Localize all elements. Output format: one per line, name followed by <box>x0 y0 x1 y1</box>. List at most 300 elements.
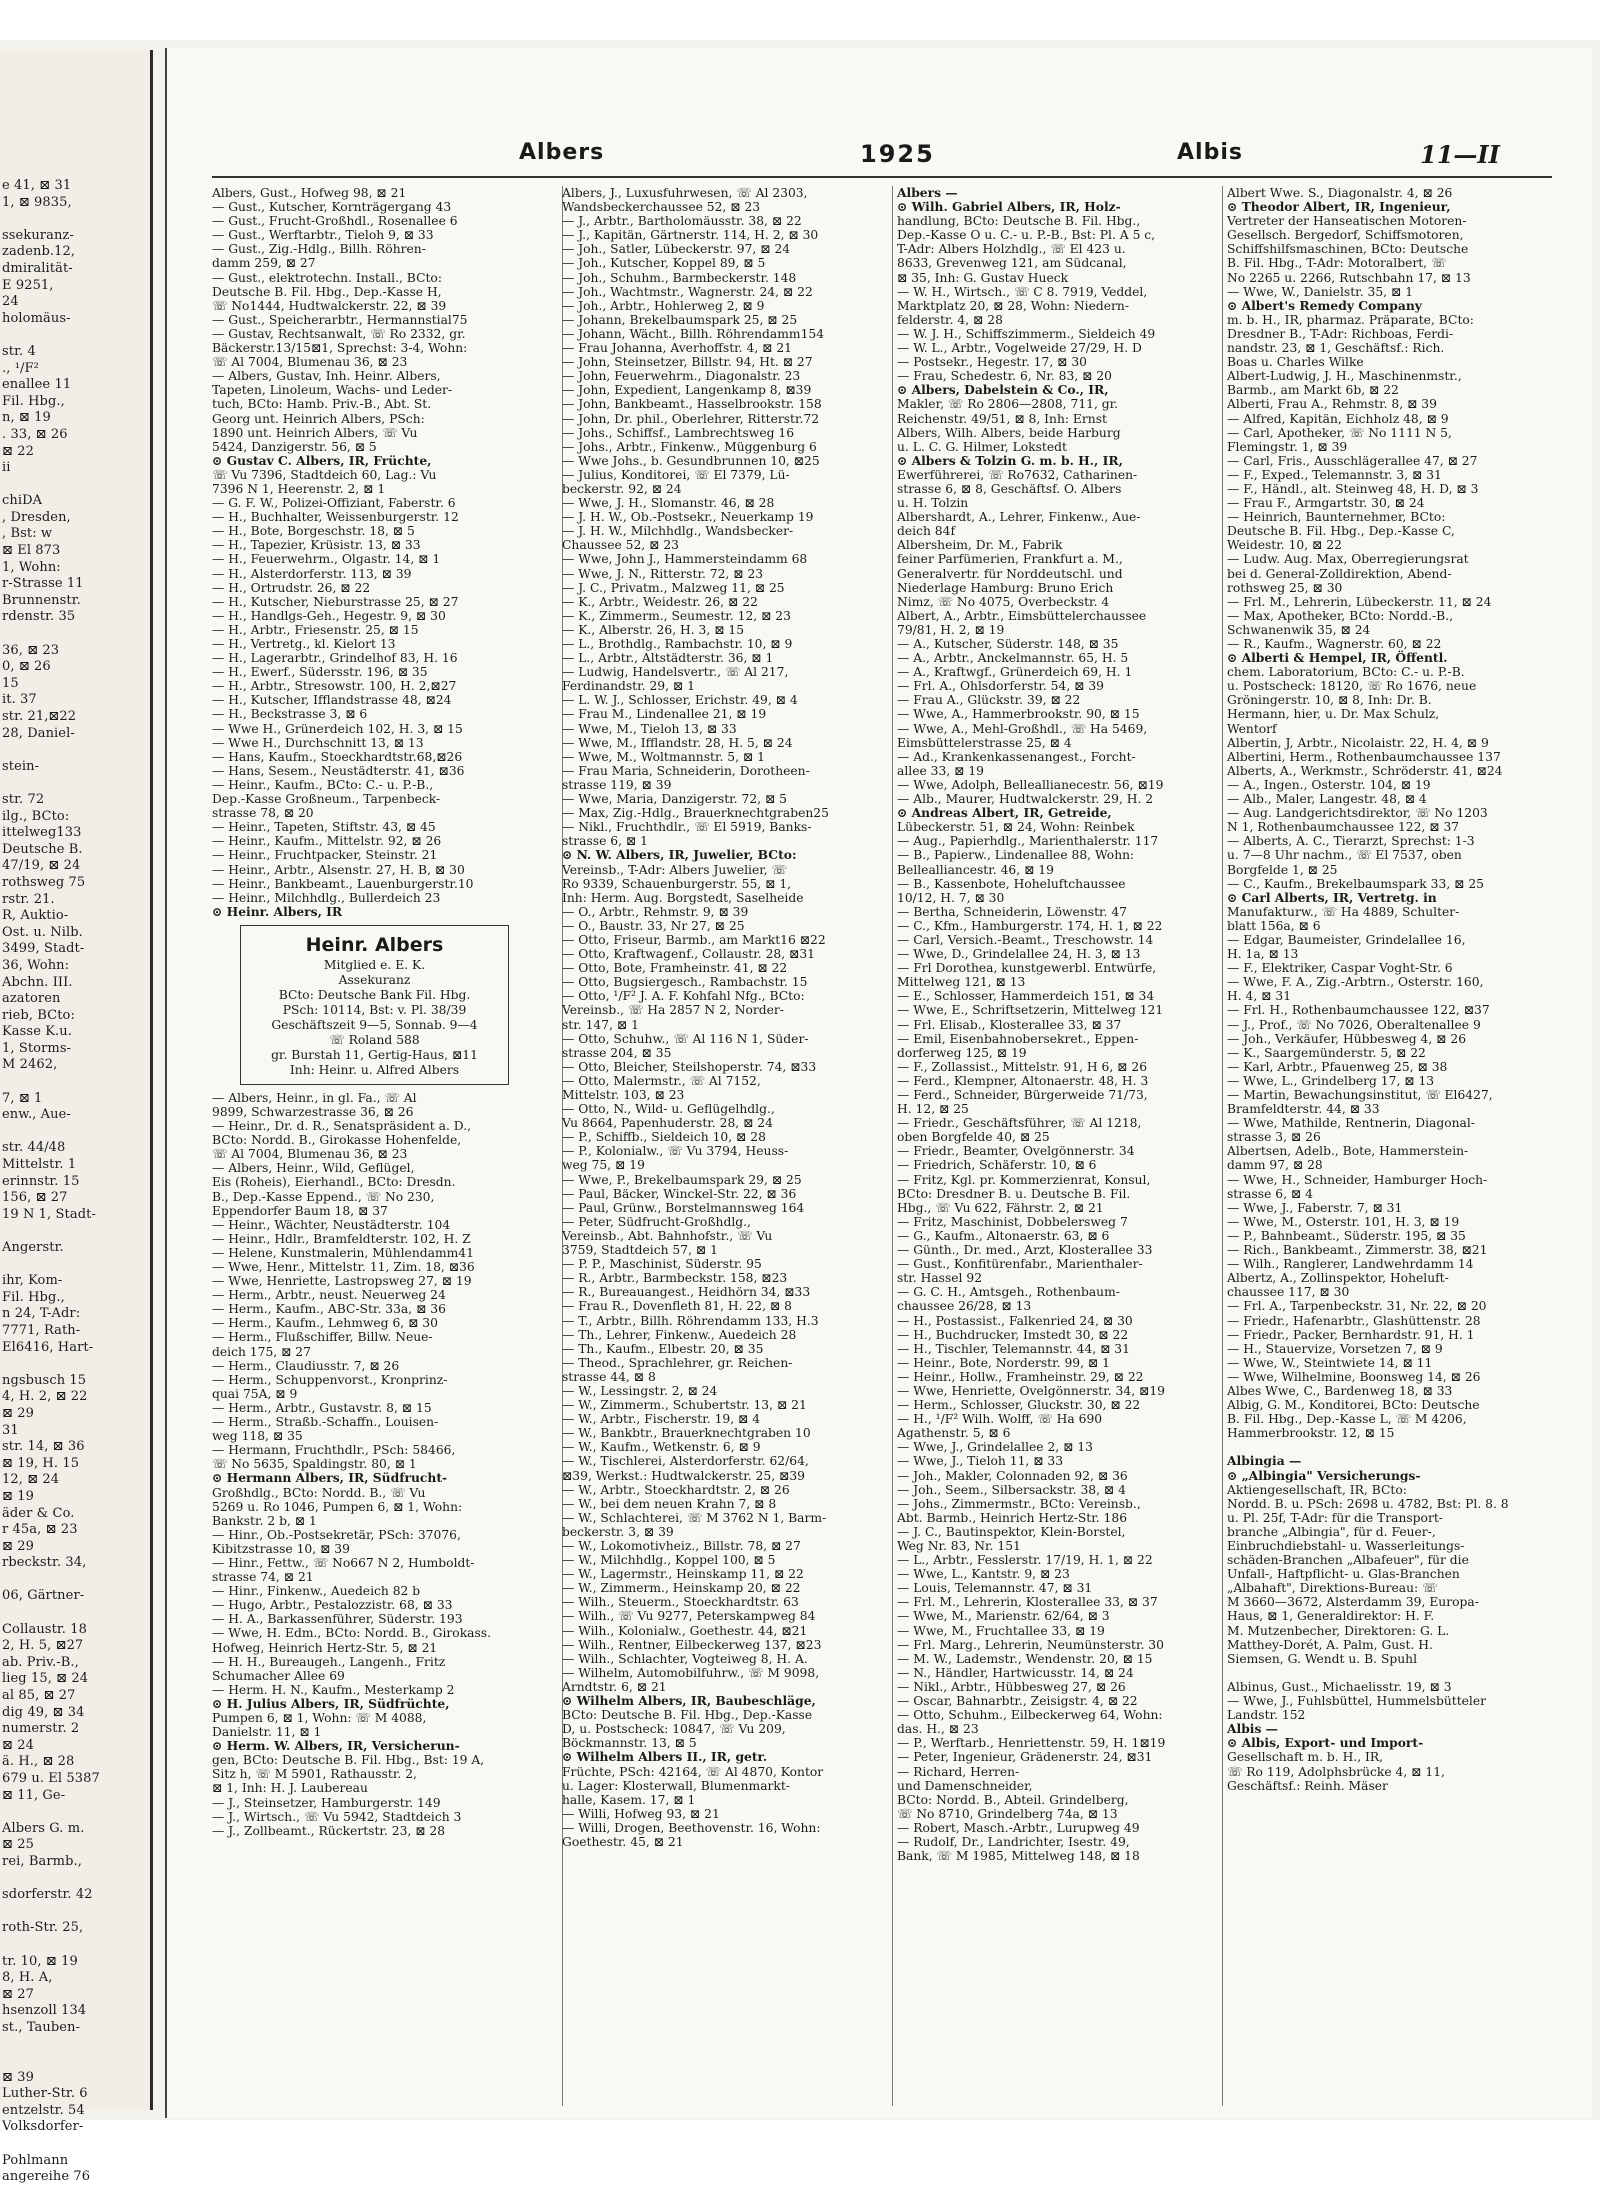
directory-entry-line: Bramfeldterstr. 44, ⊠ 33 <box>1227 1102 1380 1117</box>
directory-entry-line: — John, Steinsetzer, Billstr. 94, Ht. ⊠ 27 <box>562 355 813 370</box>
previous-page-line: El6416, Hart- <box>2 1339 94 1355</box>
directory-entry-line: u. Lager: Klosterwall, Blumenmarkt- <box>562 1778 790 1793</box>
directory-entry-line: BCto: Dresdner B. u. Deutsche B. Fil. <box>897 1186 1131 1201</box>
directory-entry-line: Albers — <box>897 185 958 200</box>
directory-entry-line: u. Postscheck: 18120, ☏ Ro 1676, neue <box>1227 679 1477 694</box>
directory-entry-line: — P., Werftarb., Henriettenstr. 59, H. 1⊠19 <box>897 1736 1166 1751</box>
directory-entry-line: — Albers, Gustav, Inh. Heinr. Albers, <box>212 369 441 384</box>
directory-entry-line: — Ludw. Aug. Max, Oberregierungsrat <box>1227 552 1469 567</box>
directory-entry-line: — Wwe, J., Tieloh 11, ⊠ 33 <box>897 1454 1064 1469</box>
directory-entry-line: — Herm., Arbtr., neust. Neuerweg 24 <box>212 1288 446 1303</box>
directory-entry-line: — M. W., Lademstr., Wendenstr. 20, ⊠ 15 <box>897 1651 1153 1666</box>
column-divider <box>892 186 893 2106</box>
directory-entry-line: — Wwe, E., Schriftsetzerin, Mittelweg 121 <box>897 1003 1164 1018</box>
directory-entry-line: — W. J. H., Schiffszimmerm., Sieldeich 49 <box>897 326 1156 341</box>
directory-entry-line: — J. C., Privatm., Malzweg 11, ⊠ 25 <box>562 580 785 595</box>
directory-entry-line: oben Borgfelde 40, ⊠ 25 <box>897 1130 1050 1145</box>
directory-entry-line: H. 1a, ⊠ 13 <box>1227 947 1299 962</box>
directory-entry-line: damm 97, ⊠ 28 <box>1227 1158 1323 1173</box>
ad-line: PSch: 10114, Bst: v. Pl. 38/39 <box>282 1002 467 1017</box>
previous-page-line <box>2 211 150 228</box>
directory-entry-line: — Peter, Südfrucht-Großhdlg., <box>562 1214 751 1229</box>
directory-entry-line: — R., Arbtr., Barmbeckstr. 158, ⊠23 <box>562 1271 788 1286</box>
ad-line: Inh: Heinr. u. Alfred Albers <box>289 1062 460 1077</box>
directory-entry-line: Lübeckerstr. 51, ⊠ 24, Wohn: Reinbek <box>897 820 1135 835</box>
previous-page-line: 36, Wohn: <box>2 957 70 973</box>
directory-entry-line: ⊙ N. W. Albers, IR, Juwelier, BCto: <box>562 847 797 863</box>
directory-entry-line: No 2265 u. 2266, Rutschbahn 17, ⊠ 13 <box>1227 270 1471 285</box>
previous-page-line: 06, Gärtner- <box>2 1588 85 1604</box>
directory-entry-line: — Hugo, Arbtr., Pestalozzistr. 68, ⊠ 33 <box>212 1598 453 1613</box>
directory-entry-line: — Otto, ¹/F² J. A. F. Kohfahl Nfg., BCto: <box>562 989 805 1004</box>
directory-entry-line: ☏ No 5635, Spaldingstr. 80, ⊠ 1 <box>212 1457 417 1472</box>
directory-entry-line: Gröningerstr. 10, ⊠ 8, Inh: Dr. B. <box>1227 693 1432 708</box>
previous-page-line: 3499, Stadt- <box>2 941 85 957</box>
ad-lines <box>249 958 500 1078</box>
directory-entry-line: — W., Zimmerm., Schubertstr. 13, ⊠ 21 <box>562 1398 807 1413</box>
directory-entry-line: ⊙ Heinr. Albers, IR <box>212 903 343 919</box>
previous-page-line: rstr. 21. <box>2 891 55 907</box>
directory-entry-line: — Johs., Zimmermstr., BCto: Vereinsb., <box>897 1496 1141 1511</box>
directory-entry-line: tuch, BCto: Hamb. Priv.-B., Abt. St. <box>212 397 432 412</box>
directory-entry-line: — Hinr., Fettw., ☏ No667 N 2, Humboldt- <box>212 1555 475 1570</box>
previous-page-line: angereihe 76 <box>2 2169 91 2185</box>
previous-page-line: roth-Str. 25, <box>2 1920 84 1936</box>
directory-entry-line: — F., Händl., alt. Steinweg 48, H. D, ⊠ 3 <box>1227 481 1479 496</box>
previous-page-line: enw., Aue- <box>2 1107 71 1123</box>
previous-page-line: ., ¹/F² <box>2 360 39 376</box>
previous-page-line <box>2 1074 150 1091</box>
directory-entry-line: — Gust., Kutscher, Kornträgergang 43 <box>212 200 452 215</box>
previous-page-line: 4, H. 2, ⊠ 22 <box>2 1389 88 1405</box>
directory-entry-line: ⊠ 35, Inh: G. Gustav Hueck <box>897 270 1069 285</box>
directory-entry-line: 5269 u. Ro 1046, Pumpen 6, ⊠ 1, Wohn: <box>212 1499 463 1514</box>
directory-entry-line: — Herm., Claudiusstr. 7, ⊠ 26 <box>212 1358 400 1373</box>
directory-entry-line: — H., Beckstrasse 3, ⊠ 6 <box>212 707 368 722</box>
directory-entry-line: 7396 N 1, Heerenstr. 2, ⊠ 1 <box>212 481 386 496</box>
directory-entry-line: Borgfelde 1, ⊠ 25 <box>1227 862 1338 877</box>
directory-entry-line: Gesellsch. Bergedorf, Schiffsmotoren, <box>1227 228 1464 243</box>
previous-page-line: ilg., BCto: <box>2 808 70 824</box>
previous-page-line <box>2 2136 150 2153</box>
directory-entry-line: — Herm., Kaufm., ABC-Str. 33a, ⊠ 36 <box>212 1302 446 1317</box>
directory-entry-line: — H., Handlgs-Geh., Hegestr. 9, ⊠ 30 <box>212 608 446 623</box>
previous-page-line: Kasse K.u. <box>2 1024 72 1040</box>
advertisement-box <box>240 925 509 1085</box>
directory-entry-line: BCto: Nordd. B., Girokasse Hohenfelde, <box>212 1133 462 1148</box>
header-page-number: 11—II <box>1420 140 1500 169</box>
directory-entry-line: — Bertha, Schneiderin, Löwenstr. 47 <box>897 904 1128 919</box>
previous-page-line: dig 49, ⊠ 34 <box>2 1704 85 1720</box>
directory-entry-line: — W., Lagermstr., Heinskamp 11, ⊠ 22 <box>562 1567 804 1582</box>
previous-page-line: tr. 10, ⊠ 19 <box>2 1953 78 1969</box>
directory-entry-line: — Julius, Konditorei, ☏ El 7379, Lü- <box>562 467 790 482</box>
previous-page-line: str. 14, ⊠ 36 <box>2 1439 85 1455</box>
previous-page-line <box>2 1356 150 1373</box>
directory-entry-line: — Aug. Landgerichtsdirektor, ☏ No 1203 <box>1227 806 1488 821</box>
directory-entry-line: — G. F. W., Polizei-Offiziant, Faberstr. 6 <box>212 496 456 511</box>
directory-entry-line: — J., Arbtr., Bartholomäusstr. 38, ⊠ 22 <box>562 214 802 229</box>
directory-entry-line: u. H. Tolzin <box>897 496 969 511</box>
directory-entry-line: Ro 9339, Schauenburgerstr. 55, ⊠ 1, <box>562 876 792 891</box>
directory-entry-line: — Wwe, John J., Hammersteindamm 68 <box>562 552 808 567</box>
directory-entry-line: — Joh., Wachtmstr., Wagnerstr. 24, ⊠ 22 <box>562 284 813 299</box>
previous-page-line: Fil. Hbg., <box>2 393 65 409</box>
directory-entry-line: str. 147, ⊠ 1 <box>562 1017 639 1032</box>
previous-page-line: Mittelstr. 1 <box>2 1157 77 1173</box>
directory-entry-line: Ferdinandstr. 29, ⊠ 1 <box>562 679 695 694</box>
directory-entry-line: — Wwe, J., Grindelallee 2, ⊠ 13 <box>897 1440 1093 1455</box>
directory-entry-line: 79/81, H. 2, ⊠ 19 <box>897 622 1005 637</box>
previous-page-line: n, ⊠ 19 <box>2 410 51 426</box>
previous-page-line: it. 37 <box>2 692 37 708</box>
directory-entry-line: — Frau Maria, Schneiderin, Dorotheen- <box>562 763 810 778</box>
directory-entry-line: ⊠ 1, Inh: H. J. Laubereau <box>212 1781 368 1796</box>
directory-entry-line: ⊙ Albert's Remedy Company <box>1227 297 1422 313</box>
directory-entry-line: Abt. Barmb., Heinrich Hertz-Str. 186 <box>897 1510 1128 1525</box>
directory-entry-line: — John, Bankbeamt., Hasselbrookstr. 158 <box>562 397 822 412</box>
directory-entry-line: — Karl, Arbtr., Pfauenweg 25, ⊠ 38 <box>1227 1059 1448 1074</box>
directory-entry-line: Albertin, J, Arbtr., Nicolaistr. 22, H. 4, ⊠ 9 <box>1227 735 1489 750</box>
directory-entry-line: — Wwe, Henriette, Lastropsweg 27, ⊠ 19 <box>212 1274 472 1289</box>
directory-entry-line: Deutsche B. Fil. Hbg., Dep.-Kasse C, <box>1227 524 1455 539</box>
directory-entry-line: — Paul, Grünw., Borstelmannsweg 164 <box>562 1200 805 1215</box>
directory-entry-line: — G. C. H., Amtsgeh., Rothenbaum- <box>897 1285 1120 1300</box>
directory-entry-line: — Wwe Johs., b. Gesundbrunnen 10, ⊠25 <box>562 453 820 468</box>
previous-page-line: ⊠ 29 <box>2 1538 34 1554</box>
previous-page-line: r 45a, ⊠ 23 <box>2 1522 78 1538</box>
directory-entry-line: blatt 156a, ⊠ 6 <box>1227 918 1321 933</box>
previous-page-line: ngsbusch 15 <box>2 1372 87 1388</box>
directory-entry-line: — Wwe, J., Faberstr. 7, ⊠ 31 <box>1227 1200 1403 1215</box>
directory-entry-line: — L., Arbtr., Altstädterstr. 36, ⊠ 1 <box>562 651 774 666</box>
directory-entry-line: — W., Lokomotivheiz., Billstr. 78, ⊠ 27 <box>562 1539 801 1553</box>
directory-entry-line: — Aug., Papierhdlg., Marienthalerstr. 117 <box>897 834 1159 849</box>
directory-entry-line: Sitz h, ☏ M 5901, Rathausstr. 2, <box>212 1767 417 1782</box>
directory-entry-line: H. 4, ⊠ 31 <box>1227 989 1292 1004</box>
directory-entry-line: felderstr. 4, ⊠ 28 <box>897 312 1003 327</box>
directory-entry-line: — Wwe, W., Steintwiete 14, ⊠ 11 <box>1227 1355 1433 1370</box>
directory-entry-line: Inh: Herm. Aug. Borgstedt, Saselheide <box>562 890 804 905</box>
directory-entry-line: — Martin, Bewachungsinstitut, ☏ El6427, <box>1227 1088 1493 1102</box>
directory-entry-line: — Friedr., Geschäftsführer, ☏ Al 1218, <box>897 1116 1142 1131</box>
directory-entry-line: — K., Alberstr. 26, H. 3, ⊠ 15 <box>562 622 745 637</box>
previous-page-line: 28, Daniel- <box>2 725 75 741</box>
directory-entry-line: — Wwe, P., Brekelbaumspark 29, ⊠ 25 <box>562 1172 802 1187</box>
previous-page-line <box>2 1904 150 1921</box>
directory-entry-line: Eppendorfer Baum 18, ⊠ 37 <box>212 1203 388 1218</box>
directory-entry-line: B. Fil. Hbg., T-Adr: Motoralbert, ☏ <box>1227 256 1447 271</box>
previous-page-line: erinnstr. 15 <box>2 1173 80 1189</box>
directory-entry-line: strasse 74, ⊠ 21 <box>212 1570 314 1585</box>
directory-entry-line: — Joh., Arbtr., Hohlerweg 2, ⊠ 9 <box>562 298 765 313</box>
directory-entry-line: — W., Tischlerei, Alsterdorferstr. 62/64, <box>562 1454 809 1469</box>
directory-entry-line: — J. H. W., Ob.-Postsekr., Neuerkamp 19 <box>562 510 814 525</box>
previous-page-line: ⊠ 25 <box>2 1837 34 1853</box>
directory-entry-line: Vertreter der Hanseatischen Motoren- <box>1227 214 1467 229</box>
directory-entry-line: strasse 6, ⊠ 8, Geschäftsf. O. Albers <box>897 481 1122 496</box>
directory-entry-line: — Hermann, Fruchthdlr., PSch: 58466, <box>212 1443 456 1458</box>
directory-entry-line: — Max, Apotheker, BCto: Nordd.-B., <box>1227 608 1454 623</box>
previous-page-line: ssekuranz- <box>2 227 74 243</box>
directory-entry-line: — Joh., Verkäufer, Hübbesweg 4, ⊠ 26 <box>1227 1031 1467 1046</box>
directory-entry-line: 8633, Grevenweg 121, am Südcanal, <box>897 256 1127 271</box>
ad-title: Heinr. Albers <box>305 933 444 956</box>
directory-entry-line: Alberti, Frau A., Rehmstr. 8, ⊠ 39 <box>1227 397 1437 412</box>
directory-entry-line: ⊙ Andreas Albert, IR, Getreide, <box>897 805 1112 821</box>
directory-entry-line: — Wwe, Maria, Danzigerstr. 72, ⊠ 5 <box>562 792 787 807</box>
directory-entry-line: — W., Schlachterei, ☏ M 3762 N 1, Barm- <box>562 1510 827 1525</box>
previous-page-line: M 2462, <box>2 1057 58 1073</box>
directory-entry-line: — Frl. M., Lehrerin, Klosterallee 33, ⊠ 37 <box>897 1595 1158 1610</box>
directory-entry-line: u. 7—8 Uhr nachm., ☏ El 7537, oben <box>1227 848 1462 863</box>
directory-entry-line: — Otto, Bleicher, Steilshoperstr. 74, ⊠33 <box>562 1059 817 1074</box>
previous-page-line: Luther-Str. 6 <box>2 2086 88 2102</box>
directory-entry-line: — R., Kaufm., Wagnerstr. 60, ⊠ 22 <box>1227 637 1442 651</box>
directory-entry-line: — Nikl., Arbtr., Hübbesweg 27, ⊠ 26 <box>897 1679 1126 1694</box>
directory-entry-line: Albes Wwe, C., Bardenweg 18, ⊠ 33 <box>1227 1383 1453 1398</box>
directory-entry-line: beckerstr. 92, ⊠ 24 <box>562 481 682 496</box>
directory-entry-line: Weg Nr. 83, Nr. 151 <box>897 1539 1021 1553</box>
directory-entry-line: — Wwe, Wilhelmine, Boonsweg 14, ⊠ 26 <box>1227 1369 1481 1384</box>
directory-entry-line: — Wilh., Rentner, Eilbeckerweg 137, ⊠23 <box>562 1637 822 1652</box>
directory-entry-line: — Wwe, H. Edm., BCto: Nordd. B., Girokass. <box>212 1626 492 1641</box>
directory-entry-line: — Hans, Kaufm., Stoeckhardtstr.68,⊠26 <box>212 749 463 764</box>
header-first-name: Albers <box>519 140 605 165</box>
directory-entry-line: Matthey-Dorét, A. Palm, Gust. H. <box>1227 1637 1433 1652</box>
directory-entry-line: Ewerführerei, ☏ Ro7632, Catharinen- <box>897 467 1138 482</box>
previous-page-line <box>2 626 150 643</box>
directory-entry-line: — H., Ewerf., Südersstr. 196, ⊠ 35 <box>212 665 428 680</box>
ad-line: ☏ Roland 588 <box>329 1032 420 1047</box>
directory-entry-line: damm 259, ⊠ 27 <box>212 256 316 271</box>
directory-entry-line: ⊙ Albers & Tolzin G. m. b. H., IR, <box>897 452 1123 468</box>
directory-entry-line: — C., Kaufm., Brekelbaumspark 33, ⊠ 25 <box>1227 876 1484 891</box>
directory-entry-line: str. Hassel 92 <box>897 1271 983 1286</box>
directory-entry-line: — Wwe, D., Grindelallee 24, H. 3, ⊠ 13 <box>897 947 1141 962</box>
previous-page-line: 47/19, ⊠ 24 <box>2 858 81 874</box>
directory-entry-line: Flemingstr. 1, ⊠ 39 <box>1227 439 1348 454</box>
previous-page-line: ittelweg133 <box>2 825 82 841</box>
directory-entry-line: — Louis, Telemannstr. 47, ⊠ 31 <box>897 1581 1093 1596</box>
directory-entry-line: Unfall-, Haftpflicht- u. Glas-Branchen <box>1227 1567 1460 1582</box>
directory-entry-line: Wandsbeckerchaussee 52, ⊠ 23 <box>562 200 761 215</box>
previous-page-line: , Bst: w <box>2 526 53 542</box>
directory-entry-line: — Willi, Drogen, Beethovenstr. 16, Wohn: <box>562 1820 821 1835</box>
column-4 <box>1227 186 1542 1793</box>
directory-entry-line: — J., Kapitän, Gärtnerstr. 114, H. 2, ⊠ 30 <box>562 228 819 243</box>
directory-entry-line: Albert, A., Arbtr., Eimsbüttelerchaussee <box>897 608 1147 623</box>
previous-page-line: rdenstr. 35 <box>2 609 76 625</box>
directory-entry-line: — H., Ortrudstr. 26, ⊠ 22 <box>212 580 371 595</box>
previous-page-line: al 85, ⊠ 27 <box>2 1688 76 1704</box>
directory-entry-line: handlung, BCto: Deutsche B. Fil. Hbg., <box>897 214 1141 229</box>
directory-entry-line: Siemsen, G. Wendt u. B. Spuhl <box>1227 1651 1418 1666</box>
directory-entry-line: — Richard, Herren- <box>897 1764 1020 1779</box>
directory-entry-line: — K., Arbtr., Weidestr. 26, ⊠ 22 <box>562 594 758 609</box>
directory-entry-line: ⊙ Herm. W. Albers, IR, Versicherun- <box>212 1738 460 1754</box>
previous-page-line: Deutsche B. <box>2 841 83 857</box>
directory-entry-line: Bellealliancestr. 46, ⊠ 19 <box>897 862 1054 877</box>
directory-entry-line: — Hinr., Ob.-Postsekretär, PSch: 37076, <box>212 1527 461 1542</box>
previous-page-text <box>0 50 150 2186</box>
previous-page-line: rbeckstr. 34, <box>2 1555 87 1571</box>
previous-page-line: 24 <box>2 294 19 310</box>
directory-entry-line: Dep.-Kasse O u. C.- u. P.-B., Bst: Pl. A 5 c, <box>897 228 1156 243</box>
directory-entry-line: — Frl Dorothea, kunstgewerbl. Entwürfe, <box>897 961 1157 976</box>
column-1-entries-b <box>212 1091 527 1838</box>
directory-entry-line: — Heinr., Kaufm., Mittelstr. 92, ⊠ 26 <box>212 834 442 849</box>
directory-entry-line: ☏ No 8710, Grindelberg 74a, ⊠ 13 <box>897 1806 1118 1821</box>
directory-entry-line: ⊙ Wilhelm Albers II., IR, getr. <box>562 1749 768 1765</box>
directory-entry-line: — H., Kutscher, Ifflandstrasse 48, ⊠24 <box>212 693 452 708</box>
directory-entry-line: H. 12, ⊠ 25 <box>897 1102 969 1117</box>
previous-page-line <box>2 1223 150 1240</box>
directory-entry-line: branche „Albingia", für d. Feuer-, <box>1227 1524 1436 1539</box>
directory-entry-line: Chaussee 52, ⊠ 23 <box>562 538 679 553</box>
directory-entry-line: — A., Kutscher, Süderstr. 148, ⊠ 35 <box>897 637 1119 651</box>
column-divider <box>1222 186 1223 2106</box>
directory-entry-line: — Herm., Flußschiffer, Billw. Neue- <box>212 1330 433 1345</box>
directory-entry-line: — Wwe, J., Fuhlsbüttel, Hummelsbütteler <box>1227 1694 1487 1709</box>
directory-entry-line: — F., Elektriker, Caspar Voght-Str. 6 <box>1227 961 1453 976</box>
previous-page-line: ⊠ 24 <box>2 1737 34 1753</box>
directory-entry-line: — Johann, Brekelbaumspark 25, ⊠ 25 <box>562 312 798 327</box>
directory-entry-line: — K., Saargemünderstr. 5, ⊠ 22 <box>1227 1045 1426 1060</box>
directory-entry-line: — Wilh., Schlachter, Vogteiweg 8, H. A. <box>562 1651 808 1666</box>
directory-entry-line: Bank, ☏ M 1985, Mittelweg 148, ⊠ 18 <box>897 1849 1140 1864</box>
directory-entry-line: ⊙ Albis, Export- und Import- <box>1227 1735 1424 1751</box>
previous-page-line: 1, Wohn: <box>2 559 61 575</box>
previous-page-line <box>2 327 150 344</box>
directory-entry-line: — Wwe, Adolph, Belleallianecestr. 56, ⊠19 <box>897 777 1164 792</box>
previous-page-line: 156, ⊠ 27 <box>2 1190 68 1206</box>
previous-page-line: 1, Storms- <box>2 1040 72 1056</box>
directory-entry-line: — John, Feuerwehrm., Diagonalstr. 23 <box>562 369 801 384</box>
directory-entry-line: Bankstr. 2 b, ⊠ 1 <box>212 1513 317 1528</box>
directory-entry-line: — Heinr., Hdlr., Bramfeldterstr. 102, H. Z <box>212 1231 471 1246</box>
previous-page-line: ii <box>2 460 11 476</box>
directory-entry-line <box>1227 1440 1542 1454</box>
directory-entry-line <box>1227 1666 1542 1680</box>
directory-entry-line: — Frl. A., Tarpenbeckstr. 31, Nr. 22, ⊠ 20 <box>1227 1299 1487 1314</box>
directory-entry-line: deich 84f <box>897 524 955 539</box>
directory-entry-line: — T., Arbtr., Billh. Röhrendamm 133, H.3 <box>562 1313 819 1328</box>
previous-page-line: Abchn. III. <box>2 974 73 990</box>
directory-entry-line: Marktplatz 20, ⊠ 28, Wohn: Niedern- <box>897 298 1129 313</box>
directory-entry-line: — Wwe H., Grünerdeich 102, H. 3, ⊠ 15 <box>212 721 463 736</box>
directory-entry-line: M. Mutzenbecher, Direktoren: G. L. <box>1227 1623 1450 1638</box>
previous-page-line <box>2 742 150 759</box>
previous-page-line: str. 72 <box>2 791 45 807</box>
directory-entry-line: — A., Ingen., Osterstr. 104, ⊠ 19 <box>1227 777 1431 792</box>
previous-page-line: 2, H. 5, ⊠27 <box>2 1638 84 1654</box>
directory-entry-line: — H. H., Bureaugeh., Langenh., Fritz <box>212 1654 446 1669</box>
directory-entry-line: „Albahaft", Direktions-Bureau: ☏ <box>1227 1581 1438 1596</box>
previous-page-line: 7771, Rath- <box>2 1322 81 1338</box>
previous-page-line: 7, ⊠ 1 <box>2 1090 43 1106</box>
column-2-entries <box>562 186 877 1849</box>
directory-entry-line: — A., Kraftwgf., Grünerdeich 69, H. 1 <box>897 665 1133 680</box>
directory-entry-line: Albers, Gust., Hofweg 98, ⊠ 21 <box>212 186 407 200</box>
directory-entry-line: rothsweg 25, ⊠ 30 <box>1227 580 1343 595</box>
previous-page-line: hsenzoll 134 <box>2 2003 87 2019</box>
directory-entry-line: — Ludwig, Handelsvertr., ☏ Al 217, <box>562 665 789 680</box>
directory-entry-line: Albershardt, A., Lehrer, Finkenw., Aue- <box>897 510 1141 525</box>
directory-entry-line: Pumpen 6, ⊠ 1, Wohn: ☏ M 4088, <box>212 1711 427 1725</box>
directory-entry-line: Gesellschaft m. b. H., IR, <box>1227 1750 1384 1765</box>
header-last-name: Albis <box>1177 140 1243 165</box>
directory-entry-line: — B., Kassenbote, Hoheluftchaussee <box>897 876 1126 891</box>
directory-entry-line: Albis — <box>1227 1721 1278 1737</box>
directory-entry-line: — Herm. H. N., Kaufm., Mesterkamp 2 <box>212 1682 455 1697</box>
ad-line: BCto: Deutsche Bank Fil. Hbg. <box>278 987 471 1002</box>
directory-entry-line: — H., Bote, Borgeschstr. 18, ⊠ 5 <box>212 524 415 539</box>
header-year: 1925 <box>860 140 935 168</box>
directory-entry-line: — Wwe, Henriette, Ovelgönnerstr. 34, ⊠19 <box>897 1383 1165 1398</box>
directory-entry-line: — Carl, Versich.-Beamt., Treschowstr. 14 <box>897 932 1154 947</box>
previous-page-line <box>2 1572 150 1589</box>
previous-page-line: azatoren <box>2 991 61 1007</box>
directory-entry-line: — E., Schlosser, Hammerdeich 151, ⊠ 34 <box>897 989 1155 1004</box>
ad-line: gr. Burstah 11, Gertig-Haus, ⊠11 <box>271 1047 478 1062</box>
directory-entry-line: BCto: Nordd. B., Abteil. Grindelberg, <box>897 1792 1129 1807</box>
directory-entry-line: — Otto, N., Wild- u. Geflügelhdlg., <box>562 1102 775 1117</box>
directory-entry-line: — C., Kfm., Hamburgerstr. 174, H. 1, ⊠ 22 <box>897 918 1163 933</box>
directory-entry-line: Einbruchdiebstahl- u. Wasserleitungs- <box>1227 1539 1465 1553</box>
directory-entry-line: — Frl. Marg., Lehrerin, Neumünsterstr. 30 <box>897 1637 1164 1652</box>
directory-entry-line: — Otto, Schuhw., ☏ Al 116 N 1, Süder- <box>562 1031 809 1046</box>
previous-page-line: lieg 15, ⊠ 24 <box>2 1671 89 1687</box>
previous-page-line: chiDA <box>2 493 43 509</box>
previous-page-line: ⊠ El 873 <box>2 543 61 559</box>
previous-page-line: ab. Priv.-B., <box>2 1654 79 1670</box>
directory-entry-line: — Joh., Kutscher, Koppel 89, ⊠ 5 <box>562 256 766 271</box>
directory-entry-line: — Herm., Straßb.-Schaffn., Louisen- <box>212 1415 439 1430</box>
directory-entry-line: — Wwe, M., Ifflandstr. 28, H. 5, ⊠ 24 <box>562 735 793 750</box>
directory-entry-line: — Wilh., Steuerm., Stoeckhardtstr. 63 <box>562 1595 799 1610</box>
directory-entry-line: — Heinr., Wächter, Neustädterstr. 104 <box>212 1217 451 1232</box>
directory-entry-line: Nordd. B. u. PSch: 2698 u. 4782, Bst: Pl. 8. 8 <box>1227 1496 1509 1511</box>
previous-page-line: str. 44/48 <box>2 1140 66 1156</box>
directory-entry-line: Geschäftsf.: Reinh. Mäser <box>1227 1778 1388 1793</box>
directory-entry-line: — Johs., Arbtr., Finkenw., Müggenburg 6 <box>562 439 817 454</box>
directory-entry-line: — Joh., Schuhm., Barmbeckerstr. 148 <box>562 270 797 285</box>
directory-entry-line: Reichenstr. 49/51, ⊠ 8, Inh: Ernst <box>897 411 1107 426</box>
directory-entry-line: Albertz, A., Zollinspektor, Hoheluft- <box>1227 1271 1449 1286</box>
directory-entry-line: — Helene, Kunstmalerin, Mühlendamm41 <box>212 1245 474 1260</box>
column-4-entries <box>1227 186 1542 1793</box>
directory-entry-line: — Fritz, Maschinist, Dobbelersweg 7 <box>897 1214 1128 1229</box>
directory-entry-line: Eis (Roheis), Eierhandl., BCto: Dresdn. <box>212 1175 456 1190</box>
directory-entry-line: — H., Tapezier, Krüsistr. 13, ⊠ 33 <box>212 538 421 553</box>
directory-entry-line: Barmb., am Markt 6b, ⊠ 22 <box>1227 383 1399 398</box>
directory-entry-line: quai 75A, ⊠ 9 <box>212 1386 298 1401</box>
previous-page-line: Fil. Hbg., <box>2 1289 65 1305</box>
directory-entry-line: Wentorf <box>1227 721 1277 736</box>
ad-line: Assekuranz <box>338 972 411 987</box>
directory-entry-line: — Emil, Eisenbahnobersekret., Eppen- <box>897 1031 1139 1046</box>
directory-entry-line: Haus, ⊠ 1, Generaldirektor: H. F. <box>1227 1609 1435 1624</box>
directory-entry-line: Hbg., ☏ Vu 622, Fährstr. 2, ⊠ 21 <box>897 1200 1104 1215</box>
directory-entry-line: feiner Parfümerien, Frankfurt a. M., <box>897 552 1123 567</box>
directory-entry-line: — Frau F., Armgartstr. 30, ⊠ 24 <box>1227 496 1425 511</box>
directory-entry-line: — G., Kaufm., Altonaerstr. 63, ⊠ 6 <box>897 1228 1110 1243</box>
previous-page-line <box>2 2053 150 2070</box>
directory-entry-line: ⊙ Alberti & Hempel, IR, Öffentl. <box>1227 650 1448 666</box>
directory-entry-line: — H., Kutscher, Nieburstrasse 25, ⊠ 27 <box>212 594 459 609</box>
directory-entry-line: — W. L., Arbtr., Vogelweide 27/29, H. D <box>897 341 1142 356</box>
